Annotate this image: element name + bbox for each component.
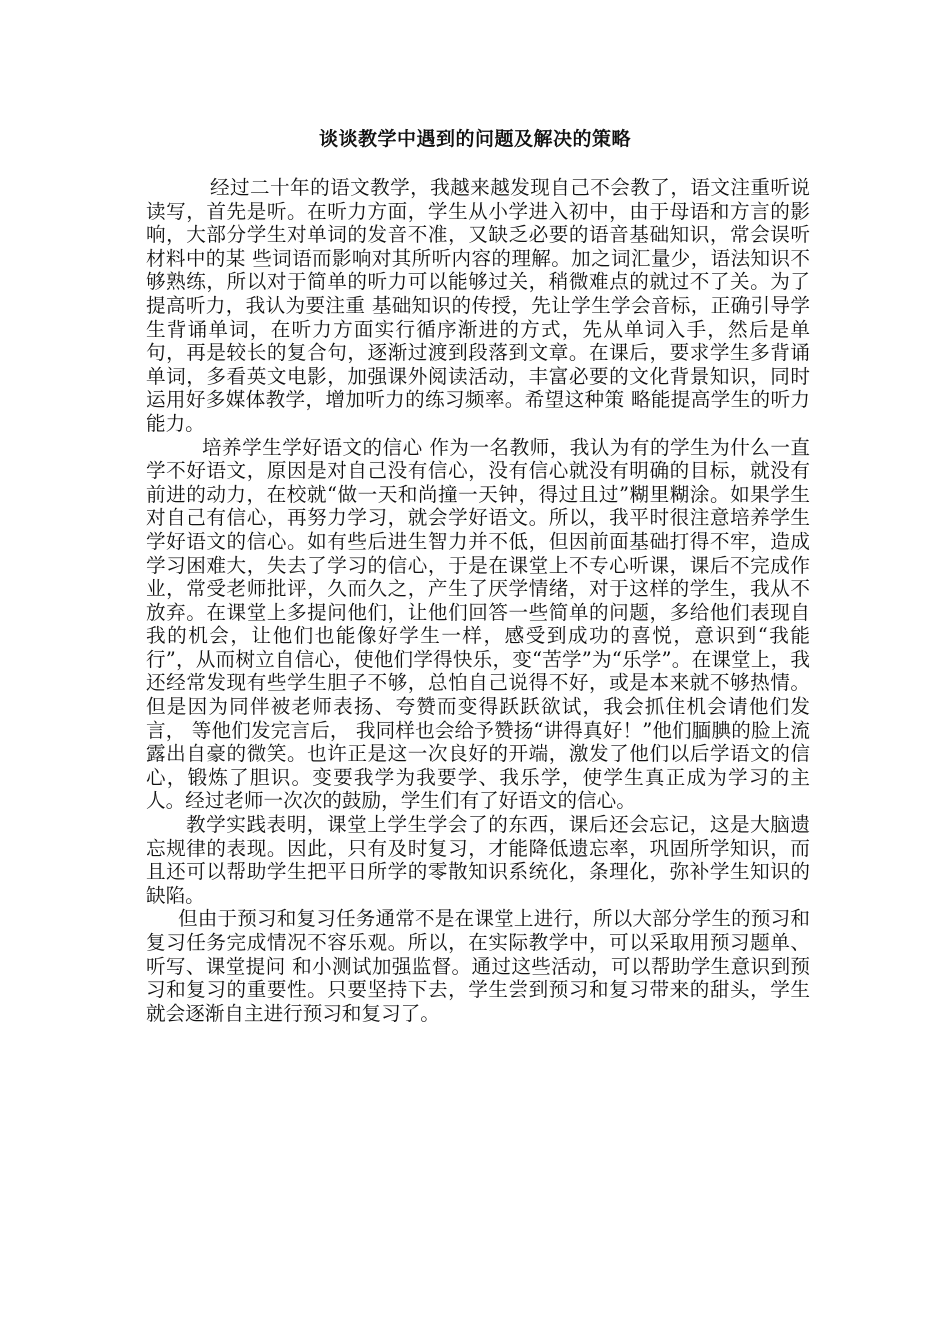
document-body xyxy=(146,176,810,1025)
paragraph-confidence: 培养学生学好语文的信心 作为一名教师，我认为有的学生为什么一直学不好语文，原因是对自己没有信心，没有信心就没有明确的目标，就没有前进的动力，在校就“做一天和尚撞一天钟，得过且过”糊里糊涂。如果学生对自己有信心，再努力学习，就会学好语文。所以，我平时很注意培养学生学好语文的信心。如有些后进生智力并不低，但因前面基础打得不牢，造成学习困难大，失去了学习的信心，于是在课堂上不专心听课，课后不完成作业，常受老师批评，久而久之，产生了厌学情绪，对于这样的学生，我从不放弃。在课堂上多提问他们，让他们回答一些简单的问题，多给他们表现自我的机会，让他们也能像好学生一样，感受到成功的喜悦，意识到“我能行”，从而树立自信心，使他们学得快乐，变“苦学”为“乐学”。在课堂上，我还经常发现有些学生胆子不够，总怕自己说得不好，或是本来就不够热情。但是因为同伴被老师表扬、夸赞而变得跃跃欲试，我会抓住机会请他们发言， 等他们发完言后， 我同样也会给予赞扬“讲得真好！”他们腼腆的脸上流露出自豪的微笑。也许正是这一次良好的开端，激发了他们以后学语文的信心，锻炼了胆识。变要我学为我要学、我乐学，使学生真正成为学习的主人。经过老师一次次的鼓励，学生们有了好语文的信心。 xyxy=(146,435,810,813)
paragraph-preview: 但由于预习和复习任务通常不是在课堂上进行，所以大部分学生的预习和复习任务完成情况不容乐观。所以，在实际教学中，可以采取用预习题单、听写、课堂提问 和小测试加强监督。通过这些活动，可以帮助学生意识到预习和复习的重要性。只要坚持下去，学生尝到预习和复习带来的甜头，学生就会逐渐自主进行预习和复习了。 xyxy=(146,907,810,1025)
document-title: 谈谈教学中遇到的问题及解决的策略 xyxy=(318,128,631,150)
paragraph-review: 教学实践表明，课堂上学生学会了的东西，课后还会忘记，这是大脑遗忘规律的表现。因此，只有及时复习，才能降低遗忘率，巩固所学知识，而且还可以帮助学生把平日所学的零散知识系统化，条理化，弥补学生知识的缺陷。 xyxy=(146,813,810,907)
paragraph-listening: 经过二十年的语文教学，我越来越发现自己不会教了，语文注重听说读写，首先是听。在听力方面，学生从小学进入初中，由于母语和方言的影响，大部分学生对单词的发音不准，又缺乏必要的语音基础知识，常会误听材料中的某 些词语而影响对其所听内容的理解。加之词汇量少，语法知识不够熟练，所以对于简单的听力可以能够过关，稍微难点的就过不了关。为了提高听力，我认为要注重 基础知识的传授，先让学生学会音标，正确引导学生背诵单词，在听力方面实行循序渐进的方式，先从单词入手，然后是单句，再是较长的复合句，逐渐过渡到段落到文章。在课后，要求学生多背诵单词，多看英文电影，加强课外阅读活动，丰富必要的文化背景知识，同时运用好多媒体教学，增加听力的练习频率。希望这种策 略能提高学生的听力能力。 xyxy=(146,176,810,435)
